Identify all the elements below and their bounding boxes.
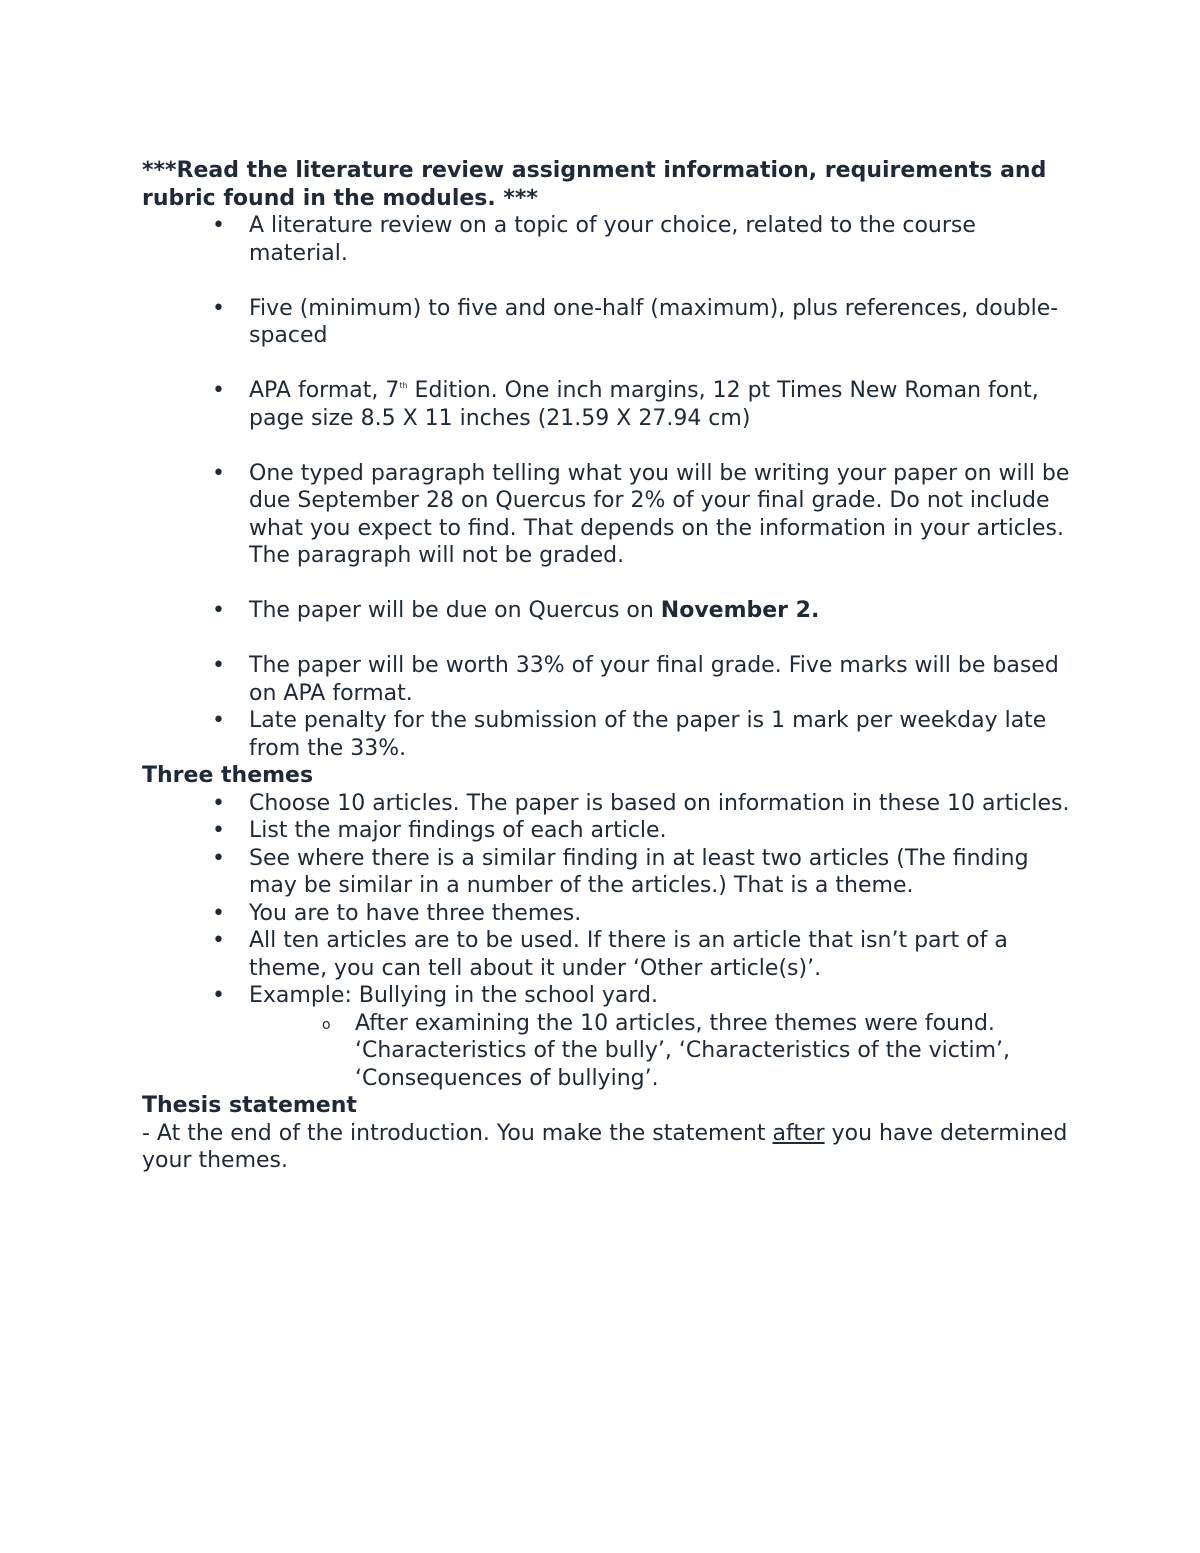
list-item-text [249,598,819,623]
circle-bullet-icon: o [322,1016,331,1033]
bullet-icon: • [212,653,225,678]
themes-sublist [142,1010,1072,1093]
bullet-icon: • [212,983,225,1008]
list-item-text: List the major findings of each article. [249,818,667,843]
list-item-text: A literature review on a topic of your choice, related to the course material. [249,213,976,266]
bullet-icon: • [212,598,225,623]
bullet-icon: • [212,928,225,953]
list-item [142,377,1072,432]
list-item-text: Late penalty for the submission of the paper is 1 mark per weekday late from the 33%. [249,708,1047,761]
list-item [142,900,1072,928]
list-item [142,982,1072,1010]
list-item [142,845,1072,900]
bullet-icon: • [212,378,225,403]
list-item [142,707,1072,762]
list-item [142,460,1072,570]
list-item-text: Example: Bullying in the school yard. [249,983,658,1008]
list-item [142,597,1072,625]
list-item-text: See where there is a similar finding in at least two articles (The finding may be similar in a number of the articles.) That is a theme. [249,845,1029,898]
list-item-text: All ten articles are to be used. If there is an article that isn’t part of a theme, you can tell about it under ‘Other article(s)’. [249,928,1008,981]
bullet-icon: • [212,213,225,238]
bullet-icon: • [212,460,225,486]
list-item-text: Choose 10 articles. The paper is based on information in these 10 articles. [249,790,1070,816]
bullet-icon: • [212,295,225,321]
apa-text-post: Edition. One inch margins, 12 pt Times New Roman font, page size 8.5 X 11 inches (21.59 X 27.94 cm) [249,378,1039,431]
list-item [142,212,1072,267]
list-item-text: Five (minimum) to five and one-half (maximum), plus references, double-spaced [249,295,1059,348]
thesis-text-post: you have determined your themes. [142,1120,1068,1173]
list-item-text: The paper will be worth 33% of your final grade. Five marks will be based on APA format. [249,653,1059,706]
document-content [142,157,1072,1175]
bullet-icon: • [212,790,225,816]
thesis-paragraph [142,1120,1072,1175]
section-title-thesis: Thesis statement [142,1093,357,1118]
list-item-text: You are to have three themes. [249,900,582,926]
list-item [142,295,1072,350]
due-text-pre: The paper will be due on Quercus on [249,598,661,623]
intro-lead: ***Read the literature review assignment information, requirements and rubric found in the modules. *** [142,158,1047,211]
list-item-text [249,378,1039,431]
list-item [142,817,1072,845]
sub-list-item [142,1010,1072,1093]
requirements-list [142,212,1072,762]
bullet-icon: • [212,845,225,871]
themes-list [142,790,1072,1010]
thesis-text-pre: - At the end of the introduction. You make the statement [142,1120,773,1146]
list-item-text: One typed paragraph telling what you will be writing your paper on will be due September 28 on Quercus for 2% of your final grade. Do not include what you expect to find. That depends on the information in your articles. The paragraph will not be graded. [249,460,1070,568]
sub-list-item-text: After examining the 10 articles, three themes were found. ‘Characteristics of the bully’, ‘Characteristics of the victim’, ‘Consequences of bullying’. [355,1010,1011,1091]
list-item [142,790,1072,818]
apa-text-pre: APA format, 7 [249,378,400,403]
due-date: November 2. [660,598,820,623]
ordinal-superscript: th [399,381,408,390]
bullet-icon: • [212,818,225,843]
list-item [142,927,1072,982]
list-item [142,652,1072,707]
bullet-icon: • [212,708,225,733]
section-title-themes: Three themes [142,763,314,788]
thesis-underlined-word: after [772,1120,825,1146]
bullet-icon: • [212,900,225,926]
